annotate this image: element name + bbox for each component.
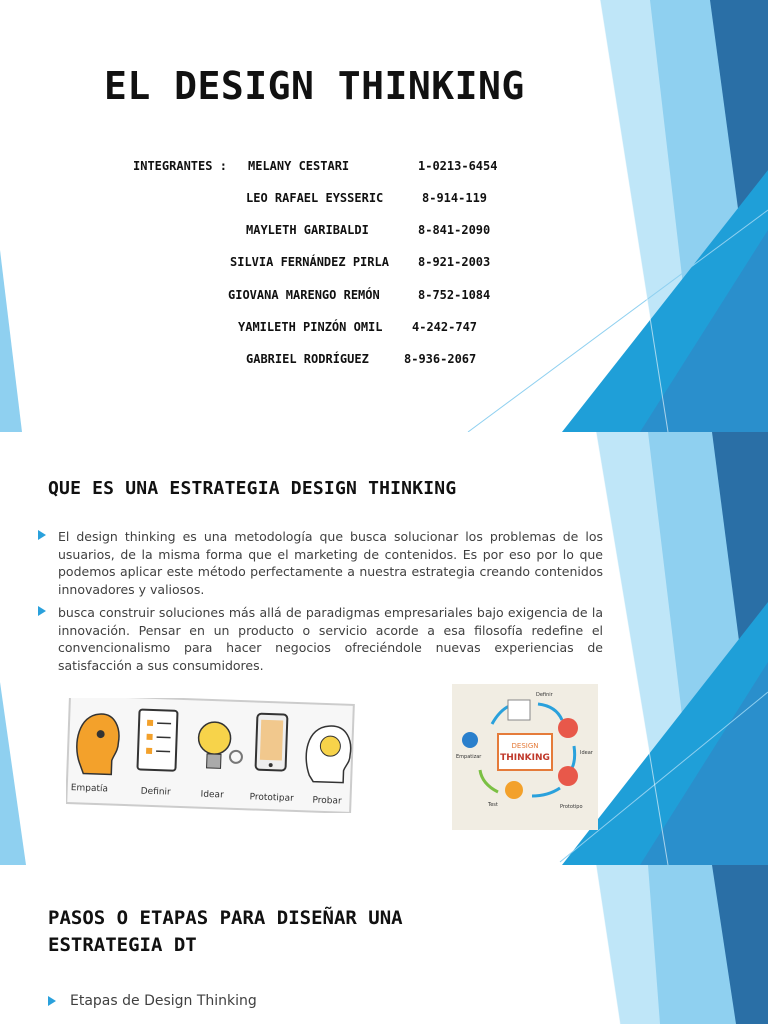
member-row xyxy=(238,320,478,334)
cycle-node-prototipo xyxy=(558,766,578,786)
bullet-arrow-icon xyxy=(38,530,46,540)
define-icon xyxy=(137,709,177,770)
member-row xyxy=(246,191,488,205)
member-row xyxy=(246,352,477,366)
design-thinking-steps-image xyxy=(66,698,356,813)
bullet-paragraph xyxy=(38,604,603,674)
bullet-arrow-icon xyxy=(38,606,46,616)
member-row xyxy=(228,288,491,302)
cycle-node-empatizar xyxy=(462,732,478,748)
member-id: 8-914-119 xyxy=(422,191,488,205)
member-name: MAYLETH GARIBALDI xyxy=(246,223,369,237)
member-row xyxy=(248,159,498,173)
slide-heading: QUE ES UNA ESTRATEGIA DESIGN THINKING xyxy=(48,478,457,499)
member-id: 8-921-2003 xyxy=(418,255,491,269)
cycle-label-prototipo: Prototipo xyxy=(560,804,583,810)
member-row xyxy=(246,223,491,237)
member-id: 1-0213-6454 xyxy=(418,159,498,173)
member-name: YAMILETH PINZÓN OMIL xyxy=(238,320,383,334)
cycle-center-thinking: THINKING xyxy=(500,753,550,763)
slide-definition xyxy=(0,432,768,865)
prototype-icon xyxy=(256,714,288,771)
step-label-definir: Definir xyxy=(140,786,171,798)
member-id: 8-936-2067 xyxy=(404,352,477,366)
cycle-center-design: DESIGN xyxy=(511,742,539,750)
bullet-text: El design thinking es una metodología que busca solucionar los problemas de los usuarios, de la misma forma que el marketing de contenidos. Es por eso por lo que podemos aplicar este método perfectamente a nuestra estrategia creando contenidos innovadores y valiosos. xyxy=(58,529,603,597)
cycle-node-idear xyxy=(558,718,578,738)
member-name: GABRIEL RODRÍGUEZ xyxy=(246,352,369,366)
design-thinking-cycle-image xyxy=(452,684,598,830)
slide-heading: PASOS O ETAPAS PARA DISEÑAR UNA ESTRATEGIA DT xyxy=(48,907,403,956)
step-label-prototipar: Prototipar xyxy=(249,792,294,804)
bullet-text: Etapas de Design Thinking xyxy=(70,993,257,1009)
member-name: SILVIA FERNÁNDEZ PIRLA xyxy=(230,255,389,269)
integrantes-label: INTEGRANTES : xyxy=(133,159,227,173)
member-id: 4-242-747 xyxy=(412,320,478,334)
presentation-title: EL DESIGN THINKING xyxy=(104,64,525,108)
cycle-label-test: Test xyxy=(488,802,498,808)
bullet-paragraph xyxy=(38,528,603,598)
step-label-idear: Idear xyxy=(200,789,224,801)
cycle-node-definir xyxy=(508,700,530,720)
bullet-text: busca construir soluciones más allá de paradigmas empresariales bajo exigencia de la innovación. Pensar en un producto o servicio acorde a esa filosofía redefine el convencionalismo para hacer negocios ofreciéndole nuevas experiencias de satisfacción a sus consumidores. xyxy=(58,605,603,673)
step-label-empatia: Empatía xyxy=(70,783,109,795)
step-label-probar: Probar xyxy=(312,795,342,807)
cycle-node-test xyxy=(505,781,523,799)
member-name: GIOVANA MARENGO REMÓN xyxy=(228,288,380,302)
member-id: 8-752-1084 xyxy=(418,288,491,302)
member-name: LEO RAFAEL EYSSERIC xyxy=(246,191,384,205)
slide-title xyxy=(0,0,768,432)
cycle-label-idear: Idear xyxy=(580,750,593,756)
member-name: MELANY CESTARI xyxy=(248,159,350,173)
bullet-arrow-icon xyxy=(48,996,56,1006)
member-row xyxy=(230,255,491,269)
cycle-label-empatizar: Empatizar xyxy=(456,754,482,760)
cycle-label-definir: Definir xyxy=(536,692,553,698)
slide-steps xyxy=(0,865,768,1024)
member-id: 8-841-2090 xyxy=(418,223,491,237)
bullet-paragraph xyxy=(48,993,257,1009)
